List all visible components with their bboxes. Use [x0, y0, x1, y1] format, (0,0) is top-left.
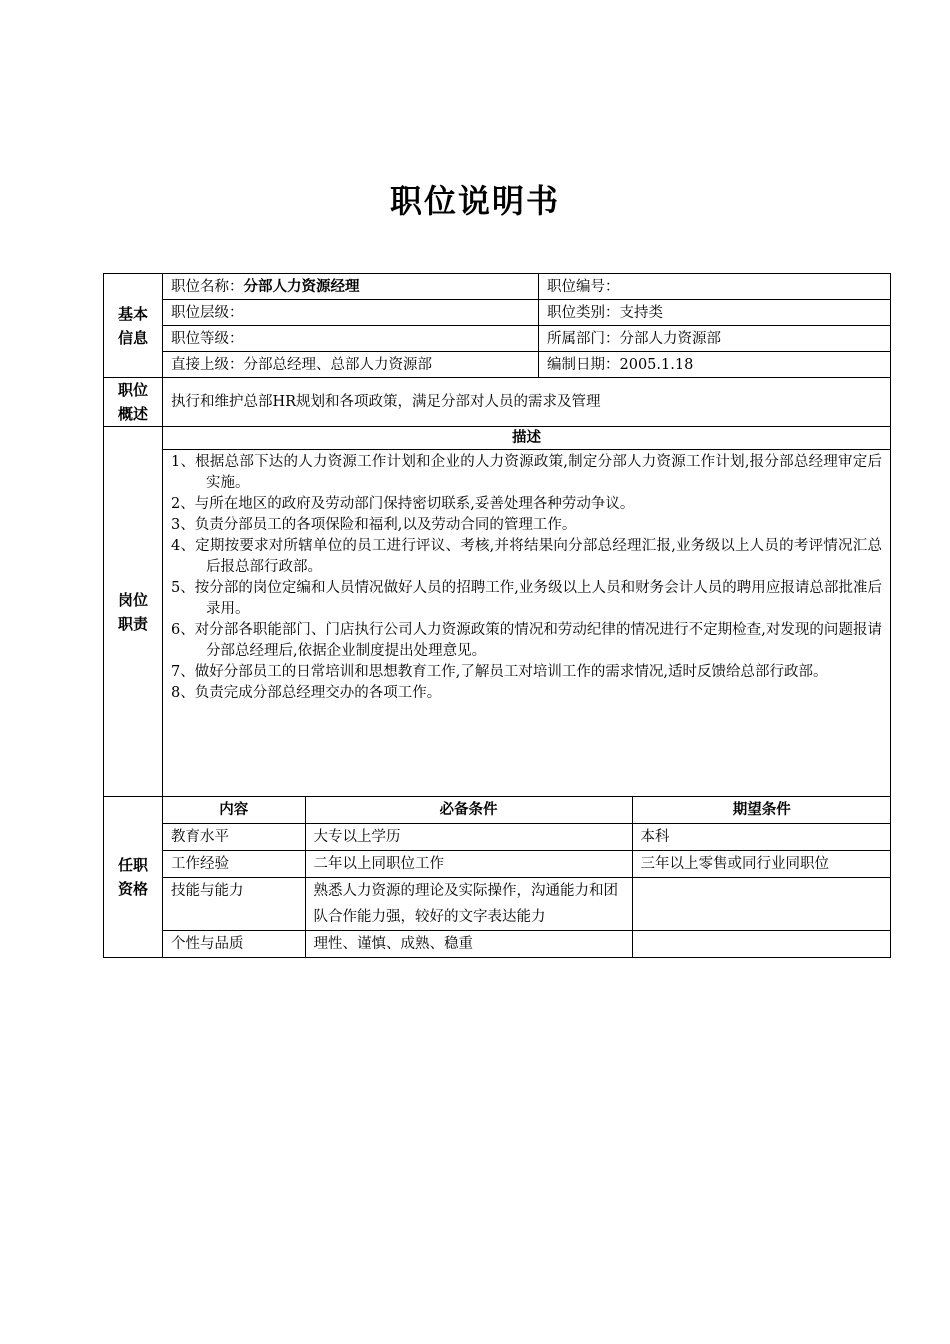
duties-row: [104, 450, 891, 797]
table-row: [163, 851, 891, 878]
field-label: 职位名称：: [171, 278, 244, 295]
section-label-summary: [104, 378, 163, 427]
qualification-item: 教育水平: [163, 824, 305, 851]
qualification-required: 大专以上学历: [305, 824, 632, 851]
field-position-name: [163, 274, 539, 300]
section-label-basic: [104, 274, 163, 378]
section-label-qualifications: [104, 797, 163, 958]
qualification-required: 熟悉人力资源的理论及实际操作，沟通能力和团队合作能力强，较好的文字表达能力: [305, 878, 632, 931]
duties-header: 描述: [163, 427, 891, 450]
basic-info-row: [104, 352, 891, 378]
qualifications-cell: [163, 797, 891, 958]
qualification-preferred: [632, 931, 891, 958]
section-label-summary-text: 职位概述: [117, 381, 148, 423]
field-direct-supervisor: [163, 352, 539, 378]
qualification-item: 个性与品质: [163, 931, 305, 958]
column-header: 必备条件: [305, 797, 632, 824]
field-value: 分部总经理、总部人力资源部: [243, 356, 432, 373]
qualification-item: 技能与能力: [163, 878, 305, 931]
field-label: 职位编号：: [547, 278, 620, 295]
field-label: 职位等级：: [171, 330, 244, 347]
duties-list: [163, 450, 891, 797]
field-position-category: [539, 300, 891, 326]
section-label-duties: [104, 427, 163, 797]
qualification-required: 二年以上同职位工作: [305, 851, 632, 878]
summary-row: [104, 378, 891, 427]
duty-item: 4、定期按要求对所辖单位的员工进行评议、考核,并将结果向分部总经理汇报,业务级以上人员的考评情况汇总后报总部行政部。: [171, 538, 882, 575]
column-header: 期望条件: [632, 797, 891, 824]
table-row: [163, 824, 891, 851]
field-label: 编制日期：: [547, 356, 620, 373]
duty-item: 1、根据总部下达的人力资源工作计划和企业的人力资源政策,制定分部人力资源工作计划,报分部总经理审定后实施。: [171, 454, 882, 491]
qualification-preferred: 三年以上零售或同行业同职位: [632, 851, 891, 878]
qualifications-header-row: [163, 797, 891, 824]
field-position-grade: [163, 326, 539, 352]
duty-item: 2、与所在地区的政府及劳动部门保持密切联系,妥善处理各种劳动争议。: [171, 496, 635, 512]
duty-item: 7、做好分部员工的日常培训和思想教育工作,了解员工对培训工作的需求情况,适时反馈给总部行政部。: [171, 664, 828, 680]
duty-item: 3、负责分部员工的各项保险和福利,以及劳动合同的管理工作。: [171, 517, 577, 533]
qualification-required: 理性、谨慎、成熟、稳重: [305, 931, 632, 958]
duty-item: 6、对分部各职能部门、门店执行公司人力资源政策的情况和劳动纪律的情况进行不定期检查,对发现的问题报请分部总经理后,依据企业制度提出处理意见。: [171, 622, 882, 659]
field-label: 直接上级：: [171, 356, 244, 373]
field-label: 职位类别：: [547, 304, 620, 321]
qualification-preferred: [632, 878, 891, 931]
field-department: [539, 326, 891, 352]
table-row: [163, 931, 891, 958]
duty-item: 5、按分部的岗位定编和人员情况做好人员的招聘工作,业务级以上人员和财务会计人员的聘用应报请总部批准后录用。: [171, 580, 882, 617]
qualification-item: 工作经验: [163, 851, 305, 878]
field-position-code: [539, 274, 891, 300]
duty-item: 8、负责完成分部总经理交办的各项工作。: [171, 685, 442, 701]
section-label-duties-text: 岗位职责: [117, 590, 148, 633]
field-value: 2005.1.18: [619, 356, 694, 373]
duties-header-row: [104, 427, 891, 450]
field-value: 分部人力资源部: [619, 330, 721, 347]
qualifications-table: [163, 797, 891, 957]
field-position-level: [163, 300, 539, 326]
table-row: [163, 878, 891, 931]
summary-text: 执行和维护总部HR规划和各项政策，满足分部对人员的需求及管理: [163, 378, 891, 427]
section-label-qualifications-text: 任职资格: [117, 856, 148, 898]
field-prepared-date: [539, 352, 891, 378]
basic-info-row: [104, 300, 891, 326]
section-label-basic-text: 基本信息: [117, 304, 148, 347]
field-value: 分部人力资源经理: [243, 278, 360, 295]
qualification-preferred: 本科: [632, 824, 891, 851]
field-label: 所属部门：: [547, 330, 620, 347]
field-label: 职位层级：: [171, 304, 244, 321]
basic-info-row: [104, 326, 891, 352]
column-header: 内容: [163, 797, 305, 824]
page-title: 职位说明书: [389, 182, 560, 220]
field-value: 支持类: [619, 304, 663, 321]
job-description-table: [103, 273, 891, 958]
basic-info-row: [104, 274, 891, 300]
qualifications-row: [104, 797, 891, 958]
